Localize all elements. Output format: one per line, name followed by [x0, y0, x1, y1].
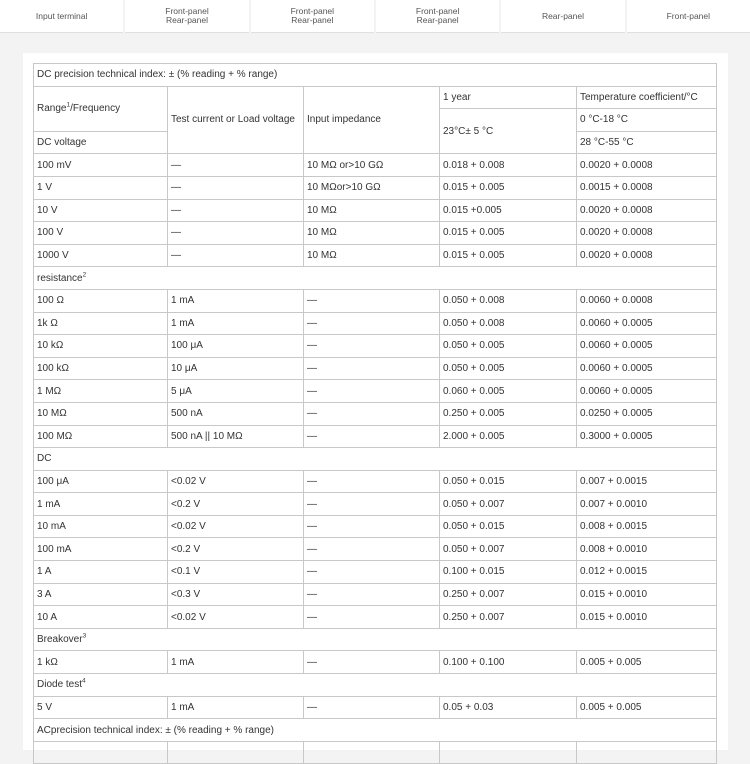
table-row: [34, 583, 717, 606]
table-cell: 1 mA: [168, 289, 304, 312]
table-row: [34, 289, 717, 312]
table-row: [34, 357, 717, 380]
table-cell: <0.1 V: [168, 561, 304, 584]
table-cell: 0.008 + 0.0010: [577, 538, 717, 561]
test-current-header: Test current or Load voltage: [168, 86, 304, 154]
table-cell: 0.015 + 0.0010: [577, 583, 717, 606]
table-cell: 0.008 + 0.0015: [577, 515, 717, 538]
table-cell: 10 MΩ: [304, 222, 440, 245]
table-cell: —: [304, 651, 440, 674]
section-title-dc-voltage: DC voltage: [34, 131, 168, 154]
top-header-cell: [251, 0, 374, 33]
table-cell: 0.0020 + 0.0008: [577, 222, 717, 245]
top-header-line: Front-panel: [666, 10, 711, 21]
table-cell: —: [304, 493, 440, 516]
section-title-text: DC: [37, 453, 52, 465]
table-cell: 0.0060 + 0.0005: [577, 335, 717, 358]
table-row: [34, 425, 717, 448]
table-title: DC precision technical index: ± (% reading + % range): [34, 64, 717, 87]
section-title: [34, 628, 717, 651]
table-cell: 10 mA: [34, 515, 168, 538]
table-cell: 0.0060 + 0.0008: [577, 289, 717, 312]
table-cell: —: [304, 470, 440, 493]
table-cell: <0.3 V: [168, 583, 304, 606]
section-footnote-mark: 3: [82, 632, 87, 640]
table-cell: 1 kΩ: [34, 651, 168, 674]
top-header-line: Front-panel: [165, 6, 209, 16]
temp-coeff-header: Temperature coefficient/°C: [577, 86, 717, 109]
table-cell: 0.015 + 0.005: [440, 222, 577, 245]
table-cell: —: [168, 199, 304, 222]
table-cell: —: [168, 154, 304, 177]
top-header-cell: [0, 0, 123, 33]
section-title: [34, 267, 717, 290]
table-cell: 10 MΩ: [304, 244, 440, 267]
table-cell: —: [304, 335, 440, 358]
table-cell: 0.050 + 0.015: [440, 515, 577, 538]
table-cell: <0.02 V: [168, 470, 304, 493]
top-header-line: Rear-panel: [165, 15, 209, 25]
section-footnote-mark: 4: [82, 678, 86, 685]
top-header-strip: [0, 0, 750, 33]
table-row: [34, 696, 717, 719]
table-cell: 0.3000 + 0.0005: [577, 425, 717, 448]
table-cell: 1 mA: [168, 696, 304, 719]
section-title-row: [34, 628, 717, 651]
blank-row: [34, 741, 717, 764]
table-cell: 0.050 + 0.008: [440, 289, 577, 312]
table-row: [34, 515, 717, 538]
table-cell: —: [168, 222, 304, 245]
table-cell: 100 μA: [168, 335, 304, 358]
table-cell: 0.0020 + 0.0008: [577, 154, 717, 177]
table-cell: —: [304, 312, 440, 335]
table-row: [34, 493, 717, 516]
input-impedance-header: Input impedance: [304, 86, 440, 154]
table-cell: 3 A: [34, 583, 168, 606]
table-cell: —: [304, 606, 440, 629]
table-cell: —: [304, 583, 440, 606]
table-cell: 0.007 + 0.0010: [577, 493, 717, 516]
condition-header: 23°C± 5 °C: [440, 109, 577, 154]
table-cell: 10 MΩ: [304, 199, 440, 222]
table-cell: 0.015 + 0.005: [440, 244, 577, 267]
temp-range-2: 28 °C-55 °C: [577, 131, 717, 154]
table-cell: 10 V: [34, 199, 168, 222]
dc-precision-table: [33, 63, 717, 764]
section-title-text: Diode test: [37, 679, 83, 691]
section-title: [34, 448, 717, 471]
table-cell: 10 kΩ: [34, 335, 168, 358]
top-header-line: Front-panel: [415, 6, 460, 16]
ac-title-row: [34, 719, 717, 742]
table-cell: —: [304, 357, 440, 380]
top-header-cell: [125, 0, 248, 33]
table-cell: <0.02 V: [168, 606, 304, 629]
table-cell: 0.250 + 0.005: [440, 402, 577, 425]
page-gap: [0, 33, 750, 53]
table-row: [34, 606, 717, 629]
table-cell: 1 A: [34, 561, 168, 584]
table-cell: 0.050 + 0.005: [440, 335, 577, 358]
table-cell: 0.0060 + 0.0005: [577, 312, 717, 335]
table-cell: 1 mA: [168, 651, 304, 674]
table-row: [34, 222, 717, 245]
table-cell: 100 mA: [34, 538, 168, 561]
table-cell: 100 MΩ: [34, 425, 168, 448]
table-cell: 1 mA: [168, 312, 304, 335]
table-cell: <0.2 V: [168, 493, 304, 516]
table-cell: 0.018 + 0.008: [440, 154, 577, 177]
table-cell: —: [304, 538, 440, 561]
table-cell: 0.007 + 0.0015: [577, 470, 717, 493]
table-cell: 2.000 + 0.005: [440, 425, 577, 448]
table-cell: 0.050 + 0.007: [440, 538, 577, 561]
table-cell: 100 V: [34, 222, 168, 245]
table-cell: —: [304, 402, 440, 425]
empty-cell: [34, 741, 168, 764]
table-cell: 1k Ω: [34, 312, 168, 335]
table-row: [34, 380, 717, 403]
table-cell: —: [304, 289, 440, 312]
section-title-row: [34, 448, 717, 471]
table-cell: 0.0060 + 0.0005: [577, 380, 717, 403]
top-header-line: Front-panel: [290, 6, 335, 16]
table-cell: 0.050 + 0.005: [440, 357, 577, 380]
table-cell: 1 V: [34, 176, 168, 199]
temp-range-1: 0 °C-18 °C: [577, 109, 717, 132]
table-row: [34, 244, 717, 267]
table-cell: 1 MΩ: [34, 380, 168, 403]
top-header-line: Rear-panel: [541, 10, 584, 21]
section-footnote-mark: 2: [82, 271, 87, 279]
table-cell: 10 MΩ or>10 GΩ: [304, 154, 440, 177]
table-cell: 0.015 + 0.0010: [577, 606, 717, 629]
table-cell: —: [304, 561, 440, 584]
table-cell: 10 MΩor>10 GΩ: [304, 176, 440, 199]
table-cell: 0.012 + 0.0015: [577, 561, 717, 584]
table-row: [34, 176, 717, 199]
table-cell: 500 nA: [168, 402, 304, 425]
table-row: [34, 199, 717, 222]
table-cell: 0.0060 + 0.0005: [577, 357, 717, 380]
table-cell: 1 mA: [34, 493, 168, 516]
table-cell: 10 A: [34, 606, 168, 629]
top-header-cell: [376, 0, 499, 33]
section-title-text: resistance: [37, 272, 83, 284]
table-cell: 0.005 + 0.005: [577, 651, 717, 674]
table-row: [34, 651, 717, 674]
section-title: [34, 674, 717, 697]
table-cell: 100 kΩ: [34, 357, 168, 380]
one-year-header: 1 year: [440, 86, 577, 109]
table-cell: 5 V: [34, 696, 168, 719]
empty-cell: [440, 741, 577, 764]
top-header-line: Input terminal: [35, 10, 88, 21]
table-cell: 0.015 + 0.005: [440, 176, 577, 199]
table-cell: 0.0020 + 0.0008: [577, 199, 717, 222]
table-cell: 5 μA: [168, 380, 304, 403]
header-row-1: [34, 86, 717, 109]
table-row: [34, 154, 717, 177]
top-header-cell: [501, 0, 624, 33]
table-cell: <0.02 V: [168, 515, 304, 538]
table-cell: 0.060 + 0.005: [440, 380, 577, 403]
top-header-line: Rear-panel: [291, 15, 334, 25]
table-row: [34, 402, 717, 425]
table-title-row: [34, 64, 717, 87]
table-cell: 0.100 + 0.100: [440, 651, 577, 674]
empty-cell: [577, 741, 717, 764]
empty-cell: [304, 741, 440, 764]
table-cell: 0.0015 + 0.0008: [577, 176, 717, 199]
spec-panel: [23, 53, 728, 750]
section-title-row: [34, 267, 717, 290]
table-row: [34, 561, 717, 584]
table-cell: 0.005 + 0.005: [577, 696, 717, 719]
range-header: Range$^1$/Frequency: [34, 86, 168, 131]
table-cell: 0.050 + 0.008: [440, 312, 577, 335]
table-row: [34, 470, 717, 493]
table-cell: <0.2 V: [168, 538, 304, 561]
table-cell: 10 MΩ: [34, 402, 168, 425]
table-row: [34, 335, 717, 358]
table-cell: 100 μA: [34, 470, 168, 493]
table-cell: 0.050 + 0.015: [440, 470, 577, 493]
table-cell: 0.250 + 0.007: [440, 606, 577, 629]
table-row: [34, 312, 717, 335]
top-header-cell: [627, 0, 750, 33]
table-cell: 100 mV: [34, 154, 168, 177]
table-cell: 0.100 + 0.015: [440, 561, 577, 584]
table-cell: —: [168, 176, 304, 199]
table-row: [34, 538, 717, 561]
table-cell: 500 nA || 10 MΩ: [168, 425, 304, 448]
top-header-line: Rear-panel: [416, 15, 459, 25]
table-cell: 10 μA: [168, 357, 304, 380]
empty-cell: [168, 741, 304, 764]
section-title-row: [34, 674, 717, 697]
table-cell: —: [304, 425, 440, 448]
table-cell: —: [304, 696, 440, 719]
table-cell: —: [304, 515, 440, 538]
table-cell: —: [168, 244, 304, 267]
ac-table-title: ACprecision technical index: ± (% reading + % range): [34, 719, 717, 742]
table-cell: 0.0250 + 0.0005: [577, 402, 717, 425]
table-cell: 1000 V: [34, 244, 168, 267]
table-cell: 0.05 + 0.03: [440, 696, 577, 719]
table-cell: —: [304, 380, 440, 403]
table-cell: 0.015 +0.005: [440, 199, 577, 222]
section-title-text: Breakover: [37, 634, 83, 646]
table-cell: 0.250 + 0.007: [440, 583, 577, 606]
table-cell: 0.050 + 0.007: [440, 493, 577, 516]
table-cell: 0.0020 + 0.0008: [577, 244, 717, 267]
table-cell: 100 Ω: [34, 289, 168, 312]
